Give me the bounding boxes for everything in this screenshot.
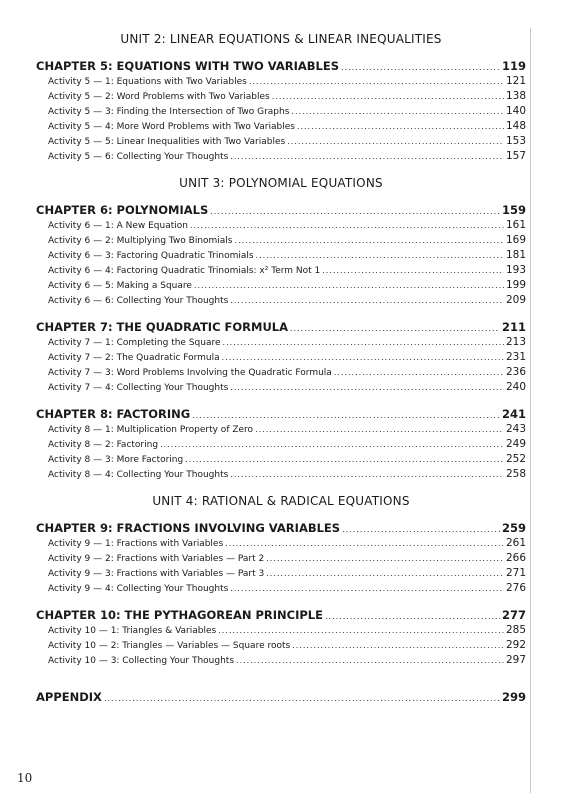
chapter-heading[interactable]	[36, 59, 526, 74]
dot-leader	[255, 422, 504, 438]
dot-leader	[218, 623, 504, 639]
activity-entry[interactable]	[36, 278, 526, 293]
dot-leader	[341, 59, 500, 75]
activity-entry[interactable]	[36, 566, 526, 581]
dot-leader	[266, 566, 504, 582]
activity-entry[interactable]	[36, 335, 526, 350]
activity-title: Activity 6 — 2: Multiplying Two Binomials	[48, 236, 233, 246]
activity-entry[interactable]	[36, 581, 526, 596]
activity-title: Activity 9 — 4: Collecting Your Thoughts	[48, 584, 229, 594]
chapter-8	[36, 407, 526, 482]
activity-title: Activity 5 — 6: Collecting Your Thoughts	[48, 152, 229, 162]
activity-page: 285	[505, 624, 526, 636]
activity-title: Activity 7 — 3: Word Problems Involving the Quadratic Formula	[48, 368, 332, 378]
chapter-page: 119	[501, 59, 526, 73]
activity-entry[interactable]	[36, 149, 526, 164]
chapter-title: CHAPTER 6: POLYNOMIALS	[36, 203, 209, 217]
chapter-title: CHAPTER 9: FRACTIONS INVOLVING VARIABLES	[36, 521, 341, 535]
activity-page: 240	[505, 381, 526, 393]
dot-leader	[291, 104, 504, 120]
activity-title: Activity 5 — 2: Word Problems with Two Variables	[48, 92, 270, 102]
chapter-heading[interactable]	[36, 608, 526, 623]
activity-title: Activity 8 — 1: Multiplication Property of Zero	[48, 425, 254, 435]
activity-entry[interactable]	[36, 248, 526, 263]
activity-entry[interactable]	[36, 623, 526, 638]
dot-leader	[230, 293, 504, 309]
activity-entry[interactable]	[36, 551, 526, 566]
activity-page: 140	[505, 105, 526, 117]
dot-leader	[222, 350, 504, 366]
activity-page: 297	[505, 654, 526, 666]
dot-leader	[334, 365, 504, 381]
chapter-page: 277	[501, 608, 526, 622]
dot-leader	[249, 74, 504, 90]
activity-entry[interactable]	[36, 233, 526, 248]
activity-page: 252	[505, 453, 526, 465]
table-of-contents	[36, 32, 526, 705]
dot-leader	[342, 521, 500, 537]
activity-entry[interactable]	[36, 467, 526, 482]
activity-entry[interactable]	[36, 134, 526, 149]
appendix-page: 299	[501, 690, 526, 704]
activity-page: 249	[505, 438, 526, 450]
activity-title: Activity 5 — 3: Finding the Intersection of Two Graphs	[48, 107, 290, 117]
chapter-page: 259	[501, 521, 526, 535]
chapter-heading[interactable]	[36, 203, 526, 218]
chapter-7	[36, 320, 526, 395]
activity-entry[interactable]	[36, 119, 526, 134]
activity-page: 213	[505, 336, 526, 348]
activity-page: 261	[505, 537, 526, 549]
activity-page: 157	[505, 150, 526, 162]
dot-leader	[230, 581, 504, 597]
dot-leader	[235, 233, 504, 249]
activity-entry[interactable]	[36, 653, 526, 668]
dot-leader	[225, 536, 504, 552]
page-edge-line	[530, 28, 531, 793]
activity-title: Activity 10 — 1: Triangles & Variables	[48, 626, 217, 636]
chapter-heading[interactable]	[36, 521, 526, 536]
activity-entry[interactable]	[36, 638, 526, 653]
dot-leader	[297, 119, 504, 135]
activity-entry[interactable]	[36, 536, 526, 551]
chapter-title: CHAPTER 10: THE PYTHAGOREAN PRINCIPLE	[36, 608, 323, 622]
activity-title: Activity 10 — 3: Collecting Your Thoughts	[48, 656, 235, 666]
dot-leader	[292, 638, 504, 654]
activity-entry[interactable]	[36, 350, 526, 365]
activity-entry[interactable]	[36, 104, 526, 119]
activity-title: Activity 6 — 5: Making a Square	[48, 281, 192, 291]
dot-leader	[192, 407, 500, 423]
activity-page: 276	[505, 582, 526, 594]
unit-title: UNIT 4: RATIONAL & RADICAL EQUATIONS	[152, 494, 410, 508]
activity-entry[interactable]	[36, 74, 526, 89]
activity-entry[interactable]	[36, 89, 526, 104]
activity-title: Activity 5 — 5: Linear Inequalities with Two Variables	[48, 137, 286, 147]
dot-leader	[190, 218, 504, 234]
dot-leader	[272, 89, 504, 105]
chapter-heading[interactable]	[36, 320, 526, 335]
activity-title: Activity 8 — 3: More Factoring	[48, 455, 184, 465]
dot-leader	[236, 653, 504, 669]
dot-leader	[104, 690, 500, 706]
activity-title: Activity 9 — 2: Fractions with Variables — Part 2	[48, 554, 265, 564]
chapter-page: 241	[501, 407, 526, 421]
activity-entry[interactable]	[36, 218, 526, 233]
activity-title: Activity 9 — 3: Fractions with Variables — Part 3	[48, 569, 265, 579]
dot-leader	[210, 203, 500, 219]
chapter-title: CHAPTER 7: THE QUADRATIC FORMULA	[36, 320, 289, 334]
page-number: 10	[17, 771, 33, 785]
unit-title: UNIT 3: POLYNOMIAL EQUATIONS	[179, 176, 383, 190]
activity-entry[interactable]	[36, 437, 526, 452]
appendix-title: APPENDIX	[36, 690, 102, 704]
activity-entry[interactable]	[36, 452, 526, 467]
activity-title: Activity 5 — 4: More Word Problems with Two Variables	[48, 122, 295, 132]
activity-title: Activity 10 — 2: Triangles — Variables — Square roots	[48, 641, 291, 651]
activity-page: 243	[505, 423, 526, 435]
activity-title: Activity 7 — 1: Completing the Square	[48, 338, 221, 348]
activity-page: 138	[505, 90, 526, 102]
chapter-heading[interactable]	[36, 407, 526, 422]
activity-title: Activity 9 — 1: Fractions with Variables	[48, 539, 224, 549]
dot-leader	[322, 263, 504, 279]
activity-page: 181	[505, 249, 526, 261]
dot-leader	[194, 278, 504, 294]
dot-leader	[160, 437, 504, 453]
dot-leader	[256, 248, 504, 264]
dot-leader	[230, 380, 504, 396]
activity-entry[interactable]	[36, 293, 526, 308]
activity-title: Activity 6 — 6: Collecting Your Thoughts	[48, 296, 229, 306]
dot-leader	[223, 335, 504, 351]
activity-title: Activity 6 — 4: Factoring Quadratic Trinomials: x² Term Not 1	[48, 266, 321, 276]
activity-page: 258	[505, 468, 526, 480]
activity-page: 193	[505, 264, 526, 276]
activity-page: 169	[505, 234, 526, 246]
chapter-page: 159	[501, 203, 526, 217]
activity-title: Activity 7 — 2: The Quadratic Formula	[48, 353, 220, 363]
activity-title: Activity 6 — 3: Factoring Quadratic Trinomials	[48, 251, 254, 261]
activity-page: 236	[505, 366, 526, 378]
activity-page: 231	[505, 351, 526, 363]
dot-leader	[230, 149, 504, 165]
activity-page: 153	[505, 135, 526, 147]
chapter-9	[36, 521, 526, 596]
activity-page: 121	[505, 75, 526, 87]
activity-page: 209	[505, 294, 526, 306]
activity-page: 271	[505, 567, 526, 579]
activity-page: 161	[505, 219, 526, 231]
unit-title: UNIT 2: LINEAR EQUATIONS & LINEAR INEQUALITIES	[120, 32, 442, 46]
activity-entry[interactable]	[36, 380, 526, 395]
activity-page: 148	[505, 120, 526, 132]
activity-page: 292	[505, 639, 526, 651]
dot-leader	[266, 551, 504, 567]
chapter-5	[36, 59, 526, 164]
activity-title: Activity 8 — 4: Collecting Your Thoughts	[48, 470, 229, 480]
chapter-title: CHAPTER 5: EQUATIONS WITH TWO VARIABLES	[36, 59, 340, 73]
activity-entry[interactable]	[36, 263, 526, 278]
appendix-entry[interactable]	[36, 690, 526, 705]
dot-leader	[290, 320, 500, 336]
chapter-page: 211	[501, 320, 526, 334]
dot-leader	[230, 467, 504, 483]
activity-title: Activity 6 — 1: A New Equation	[48, 221, 188, 231]
dot-leader	[287, 134, 504, 150]
activity-title: Activity 7 — 4: Collecting Your Thoughts	[48, 383, 229, 393]
chapter-title: CHAPTER 8: FACTORING	[36, 407, 191, 421]
activity-title: Activity 5 — 1: Equations with Two Variables	[48, 77, 247, 87]
activity-title: Activity 8 — 2: Factoring	[48, 440, 159, 450]
dot-leader	[185, 452, 504, 468]
activity-page: 266	[505, 552, 526, 564]
activity-entry[interactable]	[36, 422, 526, 437]
chapter-10	[36, 608, 526, 668]
activity-entry[interactable]	[36, 365, 526, 380]
chapter-6	[36, 203, 526, 308]
activity-page: 199	[505, 279, 526, 291]
dot-leader	[325, 608, 500, 624]
